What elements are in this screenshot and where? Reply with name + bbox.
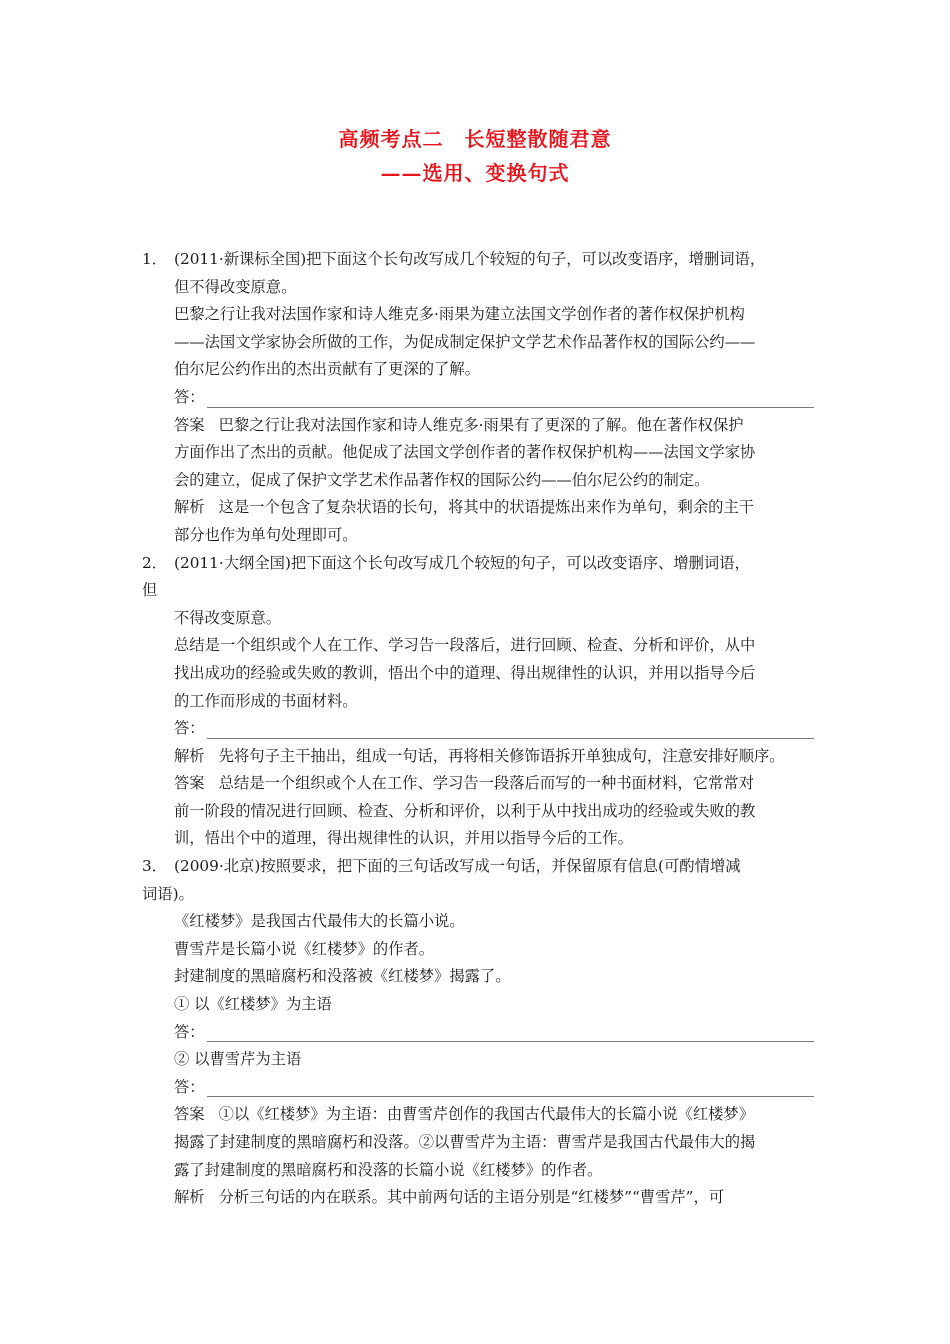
analysis-line: 部分也作为单句处理即可。	[174, 525, 358, 544]
answer-blank[interactable]	[142, 384, 814, 412]
sub-question-1: ① 以《红楼梦》为主语	[174, 995, 332, 1014]
passage-line: 巴黎之行让我对法国作家和诗人维克多·雨果为建立法国文学创作者的著作权保护机构	[174, 305, 745, 324]
sentence-line: 曹雪芹是长篇小说《红楼梦》的作者。	[174, 939, 435, 958]
passage-line: ——法国文学家协会所做的工作，为促成制定保护文学艺术作品著作权的国际公约——	[174, 332, 756, 351]
question-prompt-line: 不得改变原意。	[174, 608, 282, 627]
answer-line: 前一阶段的情况进行回顾、检查、分析和评价，以利于从中找出成功的经验或失败的教	[174, 801, 756, 820]
passage-line: 伯尔尼公约作出的杰出贡献有了更深的了解。	[174, 360, 480, 379]
answer-blank[interactable]	[142, 1074, 814, 1102]
sentence-line: 封建制度的黑暗腐朽和没落被《红楼梦》揭露了。	[174, 967, 511, 986]
document-body	[142, 246, 814, 1212]
answer-line: 揭露了封建制度的黑暗腐朽和没落。②以曹雪芹为主语：曹雪芹是我国古代最伟大的揭	[174, 1133, 756, 1151]
question-prompt-line: 词语)。	[142, 884, 194, 903]
answer-blank[interactable]	[142, 715, 814, 743]
analysis-line: 解析 分析三句话的内在联系。其中前两句话的主语分别是“红楼梦”“曹雪芹”，可	[142, 1184, 814, 1212]
question-3	[142, 853, 814, 1212]
analysis-line: 解析 这是一个包含了复杂状语的长句，将其中的状语提炼出来作为单句，剩余的主干	[142, 494, 814, 522]
sentence-line: 《红楼梦》是我国古代最伟大的长篇小说。	[174, 912, 465, 931]
answer-line: 方面作出了杰出的贡献。他促成了法国文学创作者的著作权保护机构——法国文学家协	[174, 443, 756, 462]
page-subtitle: ——选用、变换句式	[380, 161, 570, 185]
question-prompt-line: 2． (2011·大纲全国)把下面这个长句改写成几个较短的句子，可以改变语序、增删词语，	[142, 550, 814, 578]
answer-line: 答案 巴黎之行让我对法国作家和诗人维克多·雨果有了更深的了解。他在著作权保护	[142, 412, 814, 440]
answer-label: 答案	[174, 415, 205, 434]
answer-prompt: 答：	[174, 719, 205, 738]
question-number: 1．	[142, 250, 168, 268]
analysis-label: 解析	[174, 498, 205, 517]
passage-line: 的工作而形成的书面材料。	[174, 691, 358, 710]
question-prompt-line: 3． (2009·北京)按照要求，把下面的三句话改写成一句话，并保留原有信息(可酌情增减	[142, 853, 814, 881]
answer-underline[interactable]	[207, 390, 814, 408]
passage-line: 总结是一个组织或个人在工作、学习告一段落后，进行回顾、检查、分析和评价，从中	[174, 636, 756, 655]
analysis-line: 解析 先将句子主干抽出，组成一句话，再将相关修饰语拆开单独成句，注意安排好顺序。	[142, 743, 814, 771]
question-number: 2．	[142, 553, 168, 572]
question-1	[142, 246, 814, 550]
answer-underline[interactable]	[207, 1024, 814, 1042]
answer-prompt: 答：	[174, 1022, 205, 1041]
question-2	[142, 550, 814, 854]
question-number: 3．	[142, 857, 168, 876]
answer-line: 答案 总结是一个组织或个人在工作、学习告一段落后而写的一种书面材料，它常常对	[142, 770, 814, 798]
answer-prompt: 答：	[174, 387, 205, 406]
answer-line: 训，悟出个中的道理，得出规律性的认识，并用以指导今后的工作。	[174, 829, 633, 848]
answer-label: 答案	[174, 1105, 205, 1124]
answer-line: 会的建立，促成了保护文学艺术作品著作权的国际公约——伯尔尼公约的制定。	[174, 470, 710, 489]
question-prompt-line: 但	[142, 581, 158, 600]
sub-question-2: ② 以曹雪芹为主语	[174, 1050, 302, 1069]
answer-line: 答案 ①以《红楼梦》为主语：由曹雪芹创作的我国古代最伟大的长篇小说《红楼梦》	[142, 1101, 814, 1129]
page-title: 高频考点二 长短整散随君意	[338, 127, 612, 151]
answer-blank[interactable]	[142, 1019, 814, 1047]
passage-line: 找出成功的经验或失败的教训，悟出个中的道理、得出规律性的认识，并用以指导今后	[174, 663, 756, 682]
analysis-label: 解析	[174, 1188, 205, 1207]
question-prompt-line: 1． (2011·新课标全国)把下面这个长句改写成几个较短的句子，可以改变语序，增删词语，	[142, 246, 814, 274]
answer-label: 答案	[174, 774, 205, 793]
answer-line: 露了封建制度的黑暗腐朽和没落的长篇小说《红楼梦》的作者。	[174, 1160, 603, 1179]
answer-underline[interactable]	[207, 1079, 814, 1097]
question-prompt-line: 但不得改变原意。	[174, 277, 297, 296]
analysis-label: 解析	[174, 746, 205, 765]
answer-underline[interactable]	[207, 721, 814, 739]
answer-prompt: 答：	[174, 1077, 205, 1096]
